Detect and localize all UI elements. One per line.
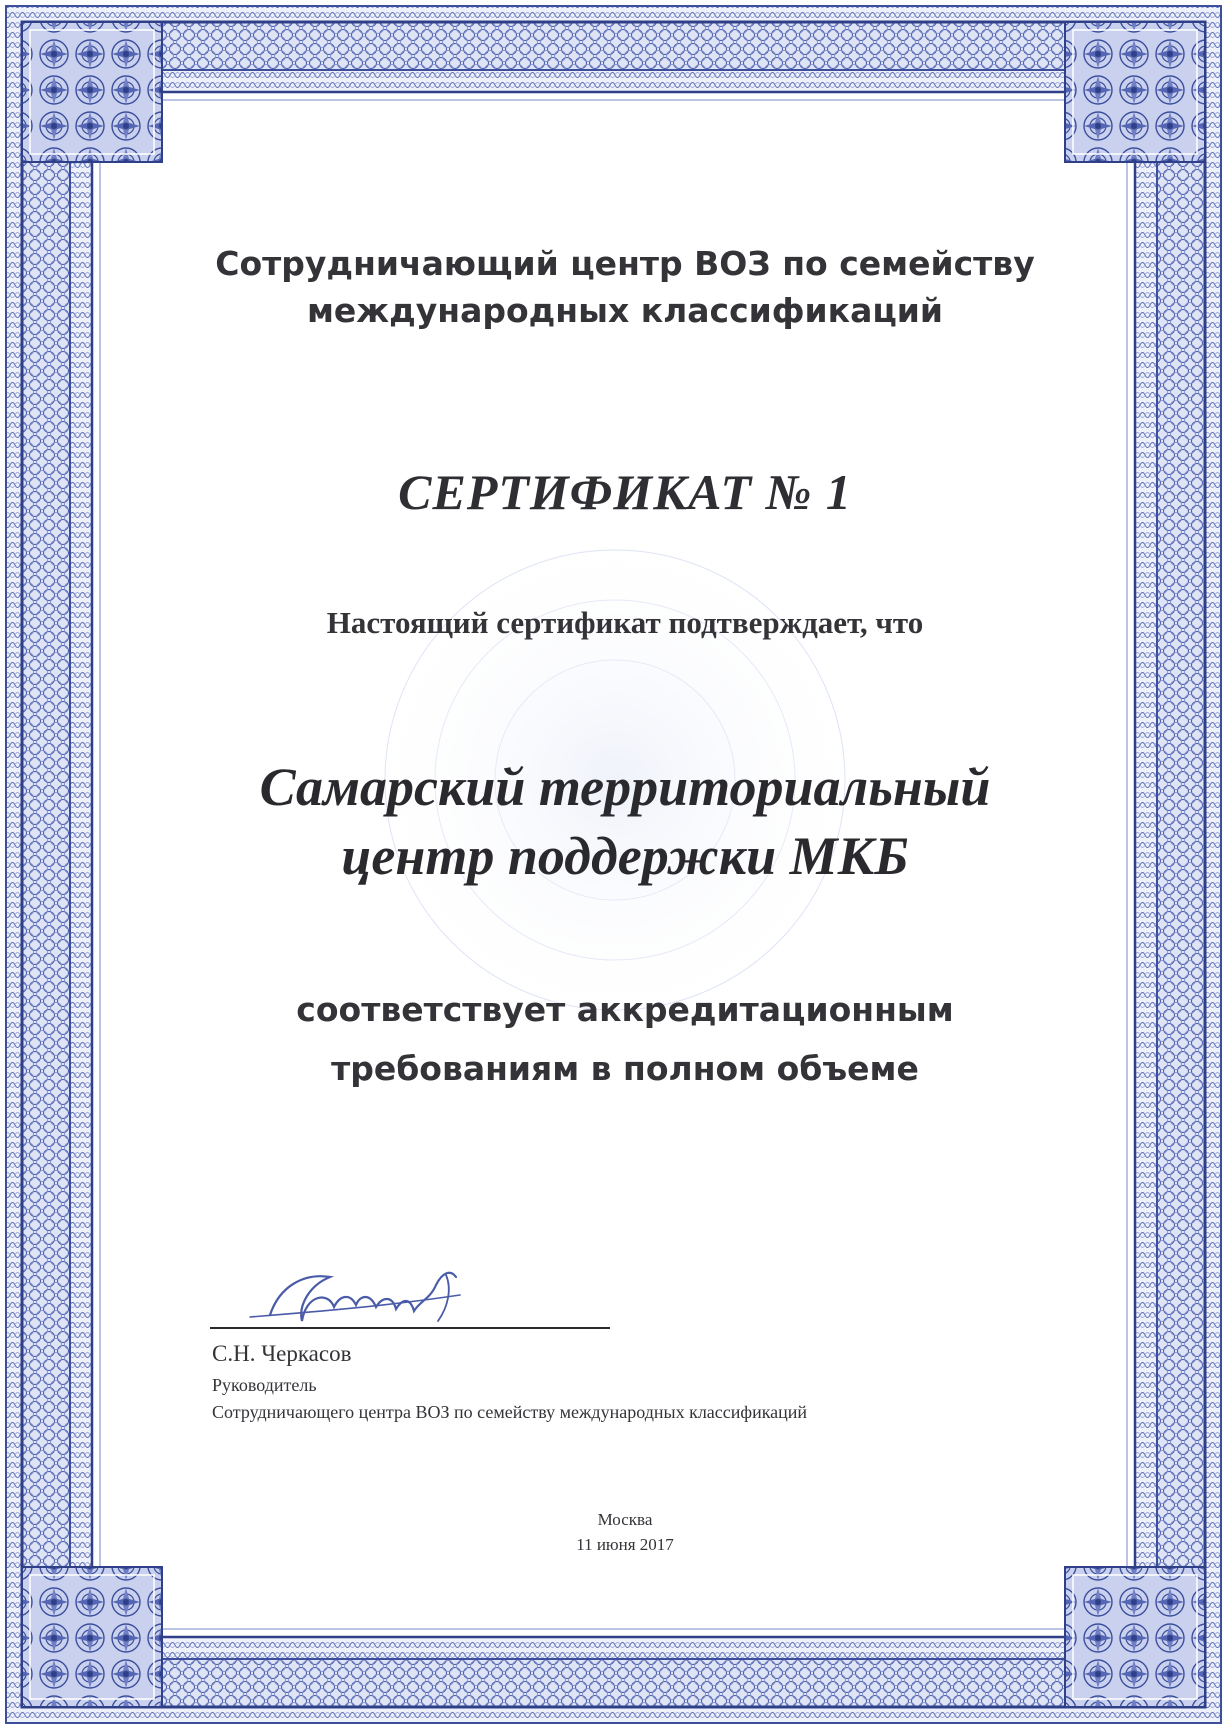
place-and-date <box>190 1507 1060 1557</box>
signer-name: С.Н. Черкасов <box>212 1341 352 1366</box>
organization-name <box>190 753 1060 891</box>
compliance-line-1: соответствует аккредитационным <box>296 990 954 1029</box>
issuer-line-2: международных классификаций <box>306 291 944 330</box>
organization-line-1: Самарский территориальный <box>259 757 991 817</box>
city: Москва <box>597 1510 653 1529</box>
certificate-title: СЕРТИФИКАТ № 1 <box>398 464 852 520</box>
issue-date: 11 июня 2017 <box>576 1535 674 1554</box>
organization-line-2: центр поддержки МКБ <box>341 826 909 886</box>
confirmation-text: Настоящий сертификат подтверждает, что <box>326 605 924 640</box>
issuer-line-1: Сотрудничающий центр ВОЗ по семейству <box>215 244 1035 283</box>
signer-role: Руководитель <box>212 1375 317 1395</box>
signer-block <box>212 1337 1072 1425</box>
signature-line <box>210 1327 610 1329</box>
issuer-heading <box>190 240 1060 334</box>
compliance-line-2: требованиям в полном объеме <box>331 1049 919 1088</box>
signer-organization: Сотрудничающего центра ВОЗ по семейству международных классификаций <box>212 1402 808 1422</box>
handwritten-signature <box>210 1255 630 1335</box>
certificate-content <box>190 200 1060 1600</box>
compliance-statement <box>190 980 1060 1098</box>
